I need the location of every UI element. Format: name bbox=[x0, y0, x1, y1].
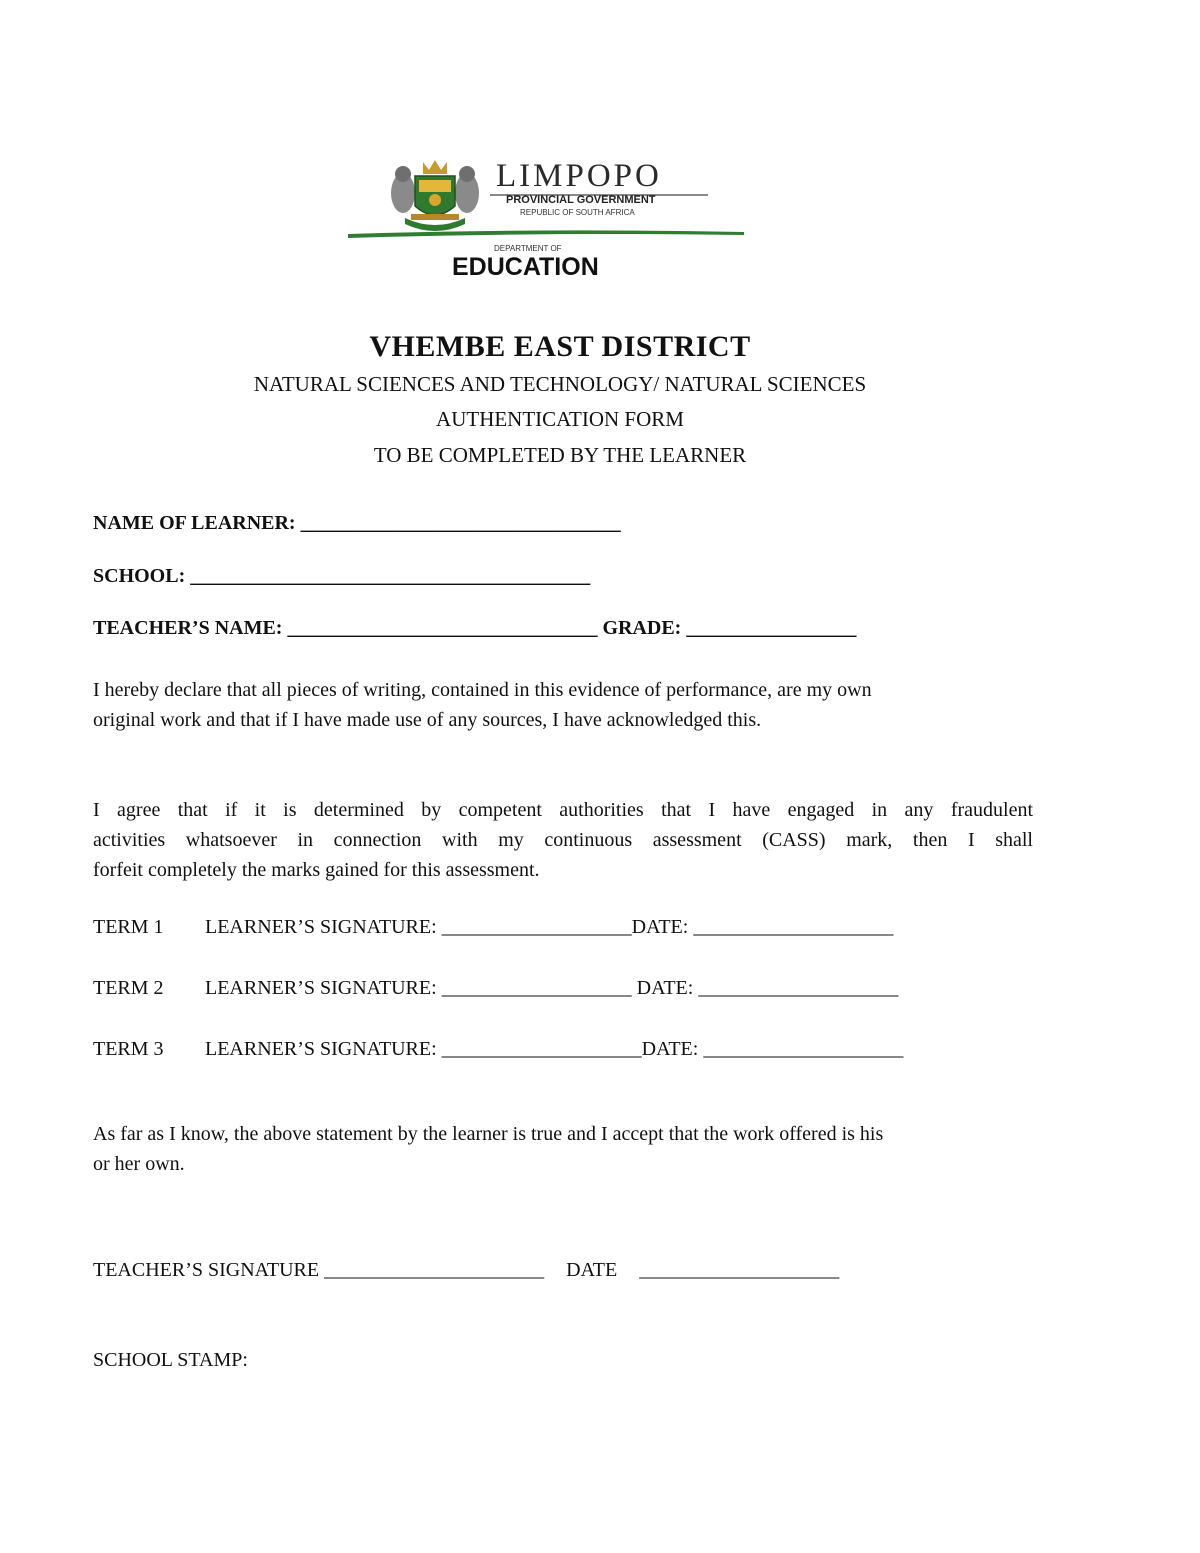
term-1-signature-label: LEARNER’S SIGNATURE: bbox=[205, 916, 437, 938]
subject-heading: NATURAL SCIENCES AND TECHNOLOGY/ NATURAL SCIENCES bbox=[253, 372, 867, 396]
teacher-statement bbox=[93, 1119, 1033, 1179]
grade-line[interactable]: _________________ bbox=[686, 617, 857, 639]
school-line[interactable]: ________________________________________ bbox=[190, 565, 591, 587]
declaration-2-line-1: I agree that if it is determined by competent authorities that I have engaged in any fraudulent bbox=[93, 799, 1033, 821]
declaration-paragraph-2 bbox=[93, 795, 1033, 885]
term-3-signature-line[interactable]: ____________________ bbox=[441, 1038, 642, 1060]
teacher-name-label: TEACHER’S NAME: bbox=[93, 617, 283, 639]
term-1-date-label: DATE: bbox=[631, 916, 689, 938]
grade-label: GRADE: bbox=[602, 617, 682, 639]
teacher-signature-row bbox=[93, 1259, 839, 1282]
teacher-grade-row bbox=[93, 617, 856, 640]
term-2-signature-label: LEARNER’S SIGNATURE: bbox=[205, 977, 437, 999]
term-3-label: TERM 3 bbox=[93, 1038, 164, 1060]
teacher-signature-line[interactable]: ______________________ bbox=[324, 1259, 545, 1281]
school-label: SCHOOL: bbox=[93, 565, 186, 587]
learner-name-field bbox=[93, 512, 621, 535]
term-1-date-line[interactable]: ____________________ bbox=[693, 916, 894, 938]
teacher-statement-line-2: or her own. bbox=[93, 1153, 185, 1175]
instruction-heading: TO BE COMPLETED BY THE LEARNER bbox=[373, 443, 747, 467]
term-3-date-label: DATE: bbox=[641, 1038, 699, 1060]
logo-limpopo-text: LIMPOPO bbox=[496, 158, 662, 194]
term-1-signature-line[interactable]: ___________________ bbox=[441, 916, 632, 938]
declaration-paragraph-1 bbox=[93, 675, 1033, 735]
term-1-label: TERM 1 bbox=[93, 916, 164, 938]
teacher-name-line[interactable]: _______________________________ bbox=[287, 617, 598, 639]
declaration-2-line-2: activities whatsoever in connection with my continuous assessment (CASS) mark, then I shall bbox=[93, 829, 1033, 851]
term-2-signature-line[interactable]: ___________________ bbox=[441, 977, 632, 999]
term-3-signature-label: LEARNER’S SIGNATURE: bbox=[205, 1038, 437, 1060]
term-2-label: TERM 2 bbox=[93, 977, 164, 999]
limpopo-education-logo bbox=[340, 150, 750, 285]
logo-department-of-text: DEPARTMENT OF bbox=[494, 244, 562, 253]
term-2-date-label: DATE: bbox=[636, 977, 694, 999]
teacher-signature-label: TEACHER’S SIGNATURE bbox=[93, 1259, 320, 1281]
teacher-date-line[interactable]: ____________________ bbox=[639, 1259, 840, 1281]
term-2-date-line[interactable]: ____________________ bbox=[698, 977, 899, 999]
declaration-1-line-2: original work and that if I have made use of any sources, I have acknowledged this. bbox=[93, 709, 762, 731]
declaration-2-line-3: forfeit completely the marks gained for this assessment. bbox=[93, 859, 540, 881]
term-2-row bbox=[93, 977, 898, 1000]
school-stamp-label: SCHOOL STAMP: bbox=[93, 1349, 248, 1371]
page-title: VHEMBE EAST DISTRICT bbox=[369, 330, 751, 363]
logo-republic-text: REPUBLIC OF SOUTH AFRICA bbox=[520, 208, 635, 217]
logo-education-text: EDUCATION bbox=[452, 253, 599, 281]
teacher-statement-line-1: As far as I know, the above statement by the learner is true and I accept that the work offered is his bbox=[93, 1123, 884, 1145]
term-1-row bbox=[93, 916, 893, 939]
form-heading: AUTHENTICATION FORM bbox=[436, 407, 684, 431]
term-3-date-line[interactable]: ____________________ bbox=[703, 1038, 904, 1060]
learner-name-label: NAME OF LEARNER: bbox=[93, 512, 296, 534]
logo-provincial-text: PROVINCIAL GOVERNMENT bbox=[506, 194, 656, 206]
learner-name-line[interactable]: ________________________________ bbox=[300, 512, 621, 534]
term-3-row bbox=[93, 1038, 903, 1061]
school-field bbox=[93, 565, 590, 588]
declaration-1-line-1: I hereby declare that all pieces of writing, contained in this evidence of performance, are my own bbox=[93, 679, 872, 701]
teacher-date-label: DATE bbox=[566, 1259, 618, 1281]
